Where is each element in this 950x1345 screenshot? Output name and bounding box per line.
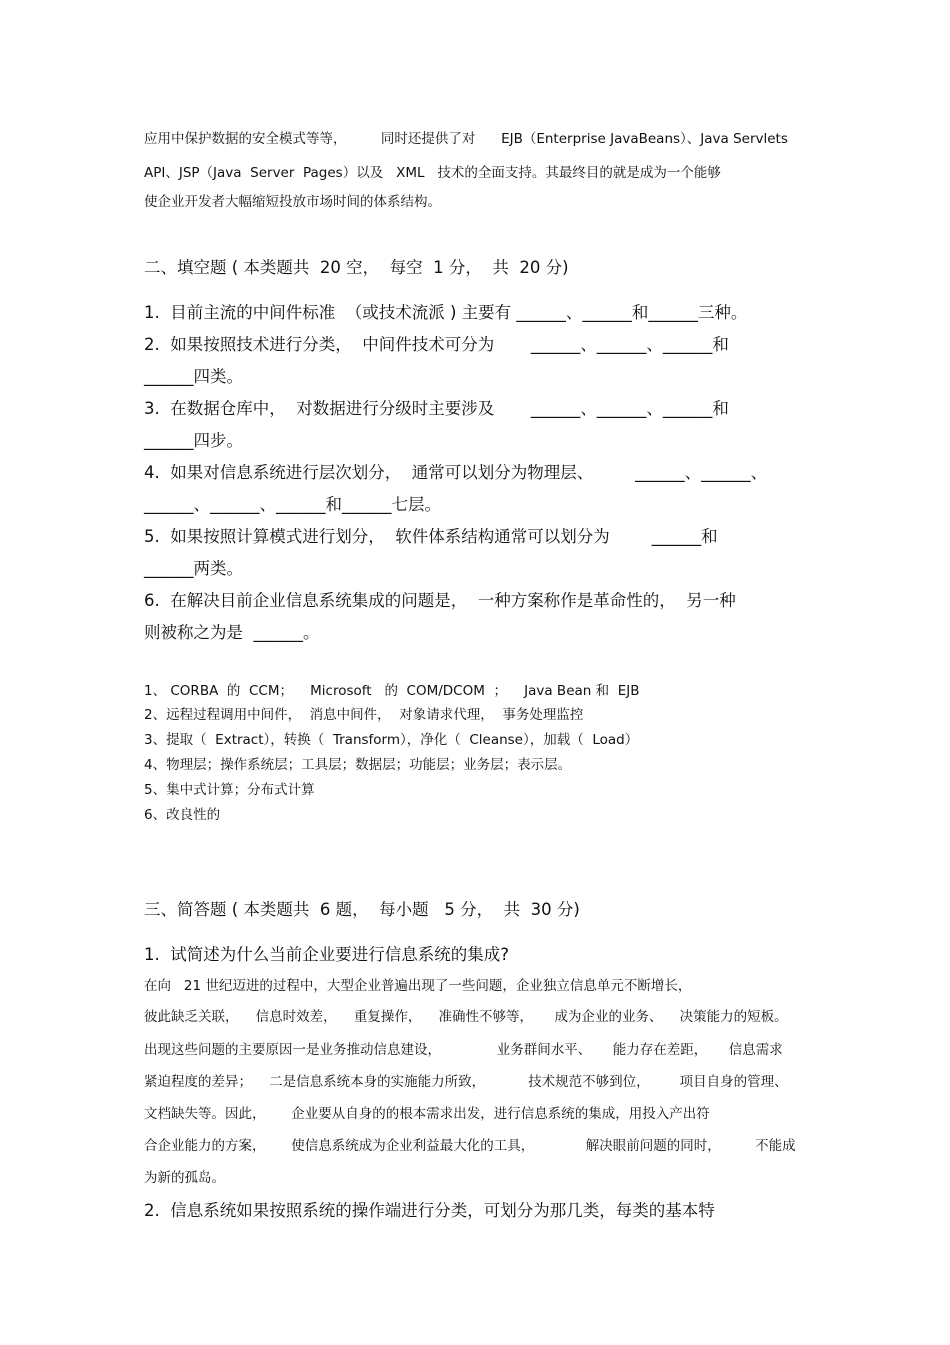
intro-line: 使企业开发者大幅缩短投放市场时间的体系结构。 — [144, 194, 441, 210]
answer-line: 3、提取（ Extract），转换（ Transform），净化（ Cleanse），加载（ Load） — [144, 732, 639, 748]
answer-line: 6、改良性的 — [144, 807, 221, 823]
answer-line: 为新的孤岛。 — [144, 1170, 225, 1186]
answer-line: 1、 CORBA 的 CCM； Microsoft 的 COM/DCOM ； Java Bean 和 EJB — [144, 683, 640, 699]
section-heading: 二、填空题 ( 本类题共 20 空， 每空 1 分， 共 20 分) — [144, 258, 569, 277]
answer-line: 4、物理层；操作系统层；工具层；数据层；功能层；业务层；表示层。 — [144, 757, 572, 773]
answer-line: 紧迫程度的差异； 二是信息系统本身的实施能力所致， 技术规范不够到位， 项目自身的管理、 — [144, 1074, 788, 1090]
answer-line: 在向 21 世纪迈进的过程中，大型企业普遍出现了一些问题，企业独立信息单元不断增长， — [144, 978, 692, 994]
question-line: ______四步。 — [144, 431, 243, 450]
answer-line: 合企业能力的方案， 使信息系统成为企业利益最大化的工具， 解决眼前问题的同时， 不能成 — [144, 1138, 796, 1154]
question-line: ______四类。 — [144, 367, 243, 386]
question-line: 2. 如果按照技术进行分类， 中间件技术可分为 ______、______、______和 — [144, 335, 729, 354]
question-line: 4. 如果对信息系统进行层次划分， 通常可以划分为物理层、 ______、______、 — [144, 463, 768, 482]
question-line: ______、______、______和______七层。 — [144, 495, 441, 514]
question-line: 3. 在数据仓库中， 对数据进行分级时主要涉及 ______、______、______和 — [144, 399, 729, 418]
answer-line: 文档缺失等。因此， 企业要从自身的的根本需求出发，进行信息系统的集成，用投入产出符 — [144, 1106, 710, 1122]
intro-line: 应用中保护数据的安全模式等等， 同时还提供了对 EJB（Enterprise JavaBeans）、Java Servlets — [144, 131, 788, 147]
section-heading: 三、简答题 ( 本类题共 6 题， 每小题 5 分， 共 30 分) — [144, 900, 580, 919]
question-line: 1. 试简述为什么当前企业要进行信息系统的集成? — [144, 945, 509, 964]
question-line: 则被称之为是 ______。 — [144, 623, 320, 642]
answer-line: 彼此缺乏关联， 信息时效差， 重复操作， 准确性不够等， 成为企业的业务、 决策能力的短板。 — [144, 1009, 788, 1025]
question-line: 5. 如果按照计算模式进行划分， 软件体系结构通常可以划分为 ______和 — [144, 527, 718, 546]
answer-line: 5、集中式计算；分布式计算 — [144, 782, 315, 798]
question-line: 1. 目前主流的中间件标准 （或技术流派 ) 主要有 ______、______和______三种。 — [144, 303, 748, 322]
question-line: ______两类。 — [144, 559, 243, 578]
question-line: 2. 信息系统如果按照系统的操作端进行分类，可划分为那几类，每类的基本特 — [144, 1201, 715, 1220]
intro-line: API、JSP（Java Server Pages）以及 XML 技术的全面支持。其最终目的就是成为一个能够 — [144, 165, 721, 181]
question-line: 6. 在解决目前企业信息系统集成的问题是， 一种方案称作是革命性的， 另一种 — [144, 591, 736, 610]
answer-line: 2、远程过程调用中间件， 消息中间件， 对象请求代理， 事务处理监控 — [144, 707, 584, 723]
answer-line: 出现这些问题的主要原因一是业务推动信息建设， 业务群间水平、 能力存在差距， 信息需求 — [144, 1042, 783, 1058]
